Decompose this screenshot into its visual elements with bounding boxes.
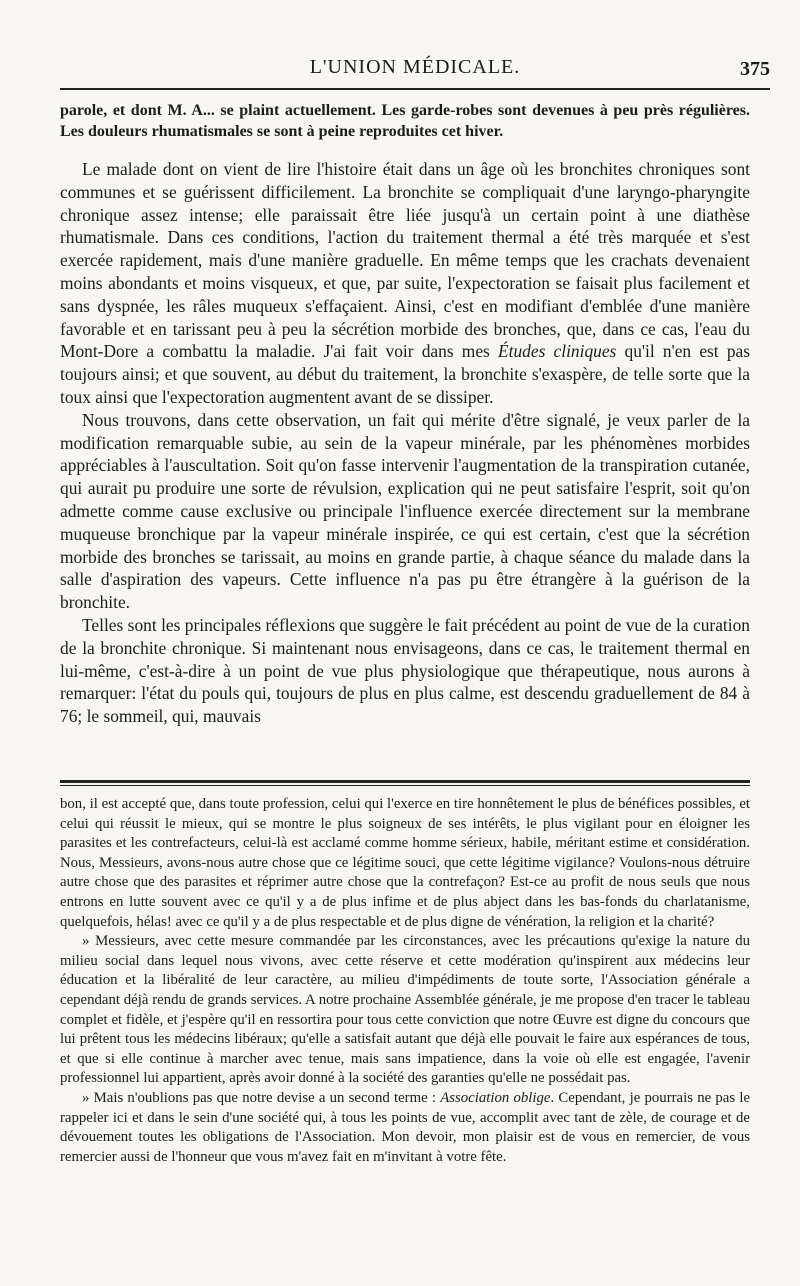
header-rule (60, 88, 770, 90)
paragraph-text-end: qu'il n'en est pas toujours ainsi; et que souvent, au début du traitement, la bronchite s'exaspère, de telle sorte que la toux ainsi que l'expectoration augmentent avant de se dissiper. (60, 341, 751, 407)
page-number: 375 (740, 58, 770, 80)
note-paragraph-2: » Messieurs, avec cette mesure commandée par les circonstances, avec les précautions qu'exige la nature du milieu social dans lequel nous vivons, avec cette réserve et cette modération qu'inspirent aux médecins leur éducation et la libéralité de leur caractère, au milieu d'impédiments de toute sorte, l'Association générale a cependant déjà rendu de grands services. A notre prochaine Assemblée générale, je me propose d'en tracer le tableau complet et fidèle, et j'espère qu'il en ressortira pour tous cette conviction que notre Œuvre est digne du concours que lui prêtent tous les médecins libéraux; qu'elle a satisfait autant que déjà elle pouvait le faire aux espérances de tous, et que si elle continue à marcher avec tenue, mais sans impatience, dans la voie où elle est engagée, l'avenir professionnel lui appartient, après avoir donné à la société des garanties qu'elle ne possédait pas. (60, 933, 750, 1087)
footnote-separator (60, 780, 750, 786)
note-text-end: . Cependant, je pourrais ne pas le rappeler ici et dans le sein d'une société qui, à tous les points de vue, accomplit avec tant de zèle, de courage et de dévouement toutes les obligations de l'Association. Mon devoir, mon plaisir est de vous en remercier, de vous remercier aussi de l'honneur que vous m'avez fait en m'invitant à votre fête. (60, 1089, 751, 1165)
motto: Association oblige (440, 1089, 551, 1106)
main-text (60, 100, 750, 728)
paragraph-discussion (60, 158, 750, 409)
page-header (60, 52, 770, 82)
paragraph-observation: Nous trouvons, dans cette observation, un fait qui mérite d'être signalé, je veux parler de la modification remarquable subie, au sein de la vapeur minérale, par les phénomènes morbides appréciables à l'auscultation. Soit qu'on fasse intervenir l'augmentation de la transpiration cutanée, qui aurait pu produire une sorte de révulsion, explication qui ne peut satisfaire l'esprit, soit qu'on admette comme cause exclusive ou principale l'influence exercée directement sur la membrane muqueuse bronchique par la vapeur minérale inspirée, ce qui est certain, c'est que la sécrétion morbide des bronches se tarissait, au moins en grande partie, à chaque séance du malade dans la salle d'aspiration des vapeurs. Cette influence n'a pas pu être étrangère à la guérison de la bronchite. (60, 409, 750, 613)
note-paragraph-1: bon, il est accepté que, dans toute profession, celui qui l'exerce en tire honnêtement le plus de bénéfices possibles, et celui qui réussit le mieux, qui se montre le plus soigneux de ses intérêts, le plus vigilant pour en éloigner les parasites et les contrefacteurs, celui-là est acclamé comme homme sérieux, habile, méritant estime et considération. Nous, Messieurs, avons-nous autre chose que ce légitime souci, que cette légitime vigilance? Voulons-nous détruire autre chose que des parasites et réprimer autre chose que la contrefaçon? Est-ce au profit de nous seuls que nous entrons en lutte souvent avec ce qu'il y a de plus infime et de plus abject dans les bas-fonds du charlatanisme, quelquefois, hélas! avec ce qu'il y a de plus respectable et de plus digne de vénération, la religion et la charité? (60, 796, 750, 930)
note-text: » Mais n'oublions pas que notre devise a un second terme : (82, 1089, 441, 1106)
running-title: L'UNION MÉDICALE. (309, 56, 521, 78)
book-title: Études cliniques (498, 341, 617, 362)
note-paragraph-3 (60, 1089, 750, 1167)
paragraph-continuation: parole, et dont M. A... se plaint actuellement. Les garde-robes sont devenues à peu près régulières. Les douleurs rhumatismales se sont à peine reproduites cet hiver. (60, 102, 750, 140)
lower-text-block (60, 795, 750, 1167)
paragraph-text: Le malade dont on vient de lire l'histoire était dans un âge où les bronchites chroniques sont communes et se guérissent difficilement. La bronchite se compliquait d'une laryngo-pharyngite chronique assez intense; elle paraissait être liée jusqu'à un certain point à une diathèse rhumatismale. Dans ces conditions, l'action du traitement thermal a été très marquée et s'est exercée rapidement, mais d'une manière graduelle. En même temps que les crachats devenaient moins abondants et moins visqueux, et que, par suite, l'expectoration se faisait plus facilement et sans dyspnée, les râles muqueux s'effaçaient. Ainsi, c'est en modifiant d'emblée d'une manière favorable et en tarissant peu à peu la sécrétion morbide des bronches, que, dans ce cas, l'eau du Mont-Dore a combattu la maladie. J'ai fait voir dans mes (60, 159, 750, 362)
paragraph-reflections: Telles sont les principales réflexions que suggère le fait précédent au point de vue de la curation de la bronchite chronique. Si maintenant nous envisageons, dans ce cas, le traitement thermal en lui-même, c'est-à-dire à un point de vue plus physiologique que thérapeutique, nous aurons à remarquer: l'état du pouls qui, toujours de plus en plus calme, est descendu graduellement de 84 à 76; le sommeil, qui, mauvais (60, 614, 750, 727)
